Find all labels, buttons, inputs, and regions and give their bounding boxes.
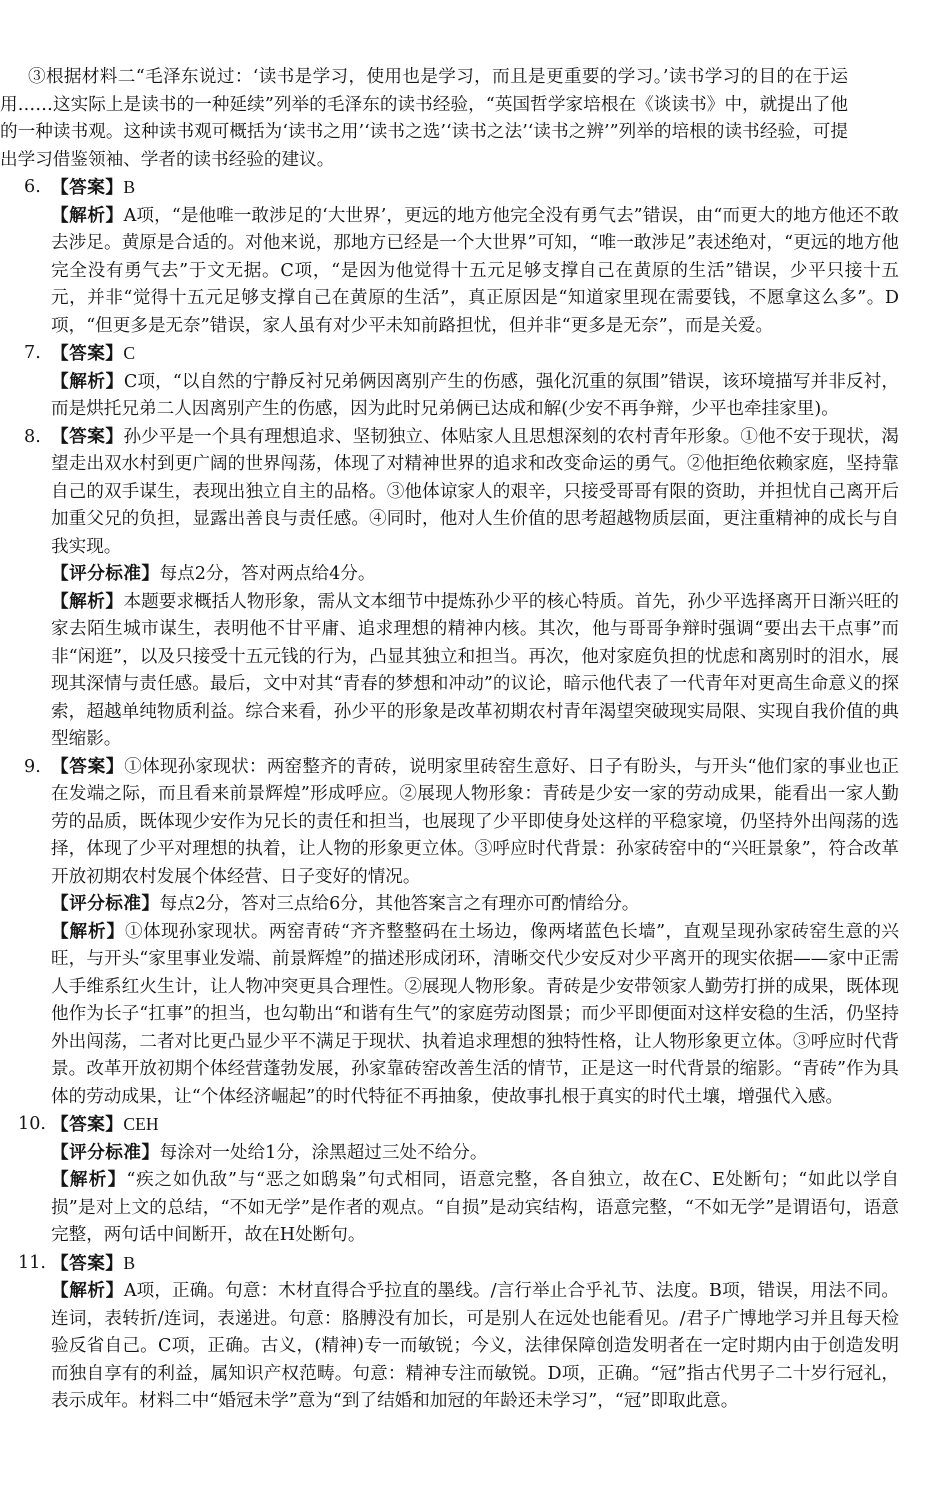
- analysis-line: [51, 369, 899, 424]
- question-number: 9.: [24, 756, 41, 777]
- answer-label: 【答案】: [51, 344, 124, 364]
- analysis-line: [51, 589, 899, 754]
- answer-line: [51, 174, 899, 203]
- question-number: 11.: [18, 1252, 46, 1273]
- analysis-label: 【解析】: [51, 1281, 124, 1301]
- answer-text: ①体现孙家现状：两窑整齐的青砖，说明家里砖窑生意好、日子有盼头，与开头“他们家的事业也正在发端之际，而且看来前景辉煌”形成呼应。②展现人物形象：青砖是少安一家的劳动成果，能看出一家人勤劳的品质，既体现少安作为兄长的责任和担当，也展现了少平即使身处这样的平稳家境，仍坚持外出闯荡的选择，体现了少平对理想的执着，让人物的形象更立体。③呼应时代背景：孙家砖窑中的“兴旺景象”，符合改革开放初期农村发展个体经营、日子变好的情况。: [51, 756, 899, 887]
- analysis-label: 【解析】: [51, 921, 125, 942]
- answer-text: B: [123, 177, 136, 197]
- scoring-line: [51, 891, 899, 919]
- analysis-line: [51, 1167, 899, 1250]
- analysis-text: ①体现孙家现状。两窑青砖“齐齐整整码在土场边，像两堵蓝色长墙”，直观呈现孙家砖窑生意的兴旺，与开头“家里事业发端、前景辉煌”的描述形成闭环，清晰交代少安反对少平离开的现实依据——家中正需人手维系红火生计，让人物冲突更具合理性。②展现人物形象。青砖是少安带领家人勤劳打拼的成果，既体现他作为长子“扛事”的担当，也勾勒出“和谐有生气”的家庭劳动图景；而少平即便面对这样安稳的生活，仍坚持外出闯荡，二者对比更凸显少平不满足于现状、执着追求理想的独特性格，让人物形象更立体。③呼应时代背景。改革开放初期个体经营蓬勃发展，孙家靠砖窑改善生活的情节，正是这一时代背景的缩影。“青砖”作为具体的劳动成果，让“个体经济崛起”的时代特征不再抽象，使故事扎根于真实的时代土壤，增强代入感。: [51, 921, 899, 1107]
- intro-paragraph: ③根据材料二“毛泽东说过：‘读书是学习，使用也是学习，而且是更重要的学习。’读书学习的目的在于运用……这实际上是读书的一种延续”列举的毛泽东的读书经验，“英国哲学家培根在《谈读书》中，就提出了他的一种读书观。这种读书观可概括为‘读书之用’‘读书之选’‘读书之法’‘读书之辨’”列举的培根的读书经验，可提出学习借鉴领袖、学者的读书经验的建议。: [0, 67, 848, 170]
- answer-label: 【答案】: [51, 426, 124, 447]
- analysis-text: “疾之如仇敌”与“恶之如鸱枭”句式相同，语意完整，各自独立，故在C、E处断句；“如此以学自损”是对上文的总结，“不如无学”是作者的观点。“自损”是动宾结构，语意完整，“不如无学”是谓语句，语意完整，两句话中间断开，故在H处断句。: [51, 1170, 899, 1245]
- question-8: [14, 424, 899, 754]
- scoring-label: 【评分标准】: [51, 564, 160, 584]
- question-number: 8.: [24, 426, 41, 447]
- question-10: [14, 1111, 899, 1250]
- answer-label: 【答案】: [51, 1253, 124, 1274]
- analysis-line: [51, 919, 899, 1112]
- answer-line: [51, 754, 899, 892]
- analysis-label: 【解析】: [51, 371, 124, 392]
- question-number: 7.: [24, 343, 41, 363]
- analysis-label: 【解析】: [51, 1170, 127, 1190]
- answer-line: [51, 1250, 899, 1279]
- analysis-text: C项，“以自然的宁静反衬兄弟俩因离别产生的伤感，强化沉重的氛围”错误，该环境描写并非反衬，而是烘托兄弟二人因离别产生的伤感，因为此时兄弟俩已达成和解(少安不再争辩，少平也牵挂家里)。: [51, 371, 899, 419]
- question-number: 10.: [18, 1114, 46, 1134]
- question-number: 6.: [24, 177, 41, 197]
- scoring-line: [51, 561, 899, 589]
- analysis-label: 【解析】: [51, 591, 124, 612]
- analysis-line: [51, 203, 899, 341]
- answer-label: 【答案】: [51, 756, 125, 777]
- question-7: [14, 340, 899, 424]
- question-6: [14, 174, 899, 340]
- question-9: [14, 754, 899, 1112]
- scoring-line: [51, 1140, 899, 1168]
- answer-text: C: [123, 343, 136, 363]
- answer-line: [51, 424, 899, 562]
- scoring-text: 每涂对一处给1分，涂黑超过三处不给分。: [159, 1142, 488, 1163]
- analysis-label: 【解析】: [51, 205, 124, 226]
- answer-text: 孙少平是一个具有理想追求、坚韧独立、体贴家人且思想深刻的农村青年形象。①他不安于现状，渴望走出双水村到更广阔的世界闯荡，体现了对精神世界的追求和改变命运的勇气。②他拒绝依赖家庭，坚持靠自己的双手谋生，表现出独立自主的品格。③他体谅家人的艰辛，只接受哥哥有限的资助，并担忧自己离开后加重父兄的负担，显露出善良与责任感。④同时，他对人生价值的思考超越物质层面，更注重精神的成长与自我实现。: [51, 426, 899, 557]
- scoring-text: 每点2分，答对三点给6分，其他答案言之有理亦可酌情给分。: [159, 894, 640, 914]
- analysis-text: A项，正确。句意：木材直得合乎拉直的墨线。/言行举止合乎礼节、法度。B项，错误，用法不同。连词，表转折/连词，表递进。句意：胳膊没有加长，可是别人在远处也能看见。/君子广博地学习并且每天检验反省自己。C项，正确。古义，(精神)专一而敏锐；今义，法律保障创造发明者在一定时期内由于创造发明而独自享有的利益，属知识产权范畴。句意：精神专注而敏锐。D项，正确。“冠”指古代男子二十岁行冠礼，表示成年。材料二中“婚冠未学”意为“到了结婚和加冠的年龄还未学习”，“冠”即取此意。: [51, 1281, 899, 1411]
- answer-label: 【答案】: [51, 1115, 124, 1135]
- analysis-text: A项，“是他唯一敢涉足的‘大世界’，更远的地方他完全没有勇气去”错误，由“而更大的地方他还不敢去涉足。黄原是合适的。对他来说，那地方已经是一个大世界”可知，“唯一敢涉足”表述绝对，“更远的地方他完全没有勇气去”于文无据。C项，“是因为他觉得十五元足够支撑自己在黄原的生活”错误，少平只接十五元，并非“觉得十五元足够支撑自己在黄原的生活”，真正原因是“知道家里现在需要钱，不愿拿这么多”。D项，“但更多是无奈”错误，家人虽有对少平未知前路担忧，但并非“更多是无奈”，而是关爱。: [51, 205, 899, 336]
- scoring-text: 每点2分，答对两点给4分。: [159, 564, 376, 584]
- answer-page: [0, 64, 950, 1416]
- scoring-label: 【评分标准】: [51, 1142, 160, 1163]
- scoring-label: 【评分标准】: [51, 894, 160, 914]
- analysis-line: [51, 1278, 899, 1416]
- answer-text: CEH: [123, 1114, 159, 1134]
- question-11: [14, 1250, 899, 1416]
- answer-line: [51, 1111, 899, 1140]
- answer-text: B: [123, 1252, 136, 1273]
- answer-label: 【答案】: [51, 178, 124, 198]
- answer-line: [51, 340, 899, 369]
- analysis-text: 本题要求概括人物形象，需从文本细节中提炼孙少平的核心特质。首先，孙少平选择离开日渐兴旺的家去陌生城市谋生，表明他不甘平庸、追求理想的精神内核。其次，他与哥哥争辩时强调“要出去干点事”而非“闲逛”，以及只接受十五元钱的行为，凸显其独立和担当。再次，他对家庭负担的忧虑和离别时的泪水，展现其深情与责任感。最后，文中对其“青春的梦想和冲动”的议论，暗示他代表了一代青年对更高生命意义的探索，超越单纯物质利益。综合来看，孙少平的形象是改革初期农村青年渴望突破现实局限、实现自我价值的典型缩影。: [51, 591, 899, 749]
